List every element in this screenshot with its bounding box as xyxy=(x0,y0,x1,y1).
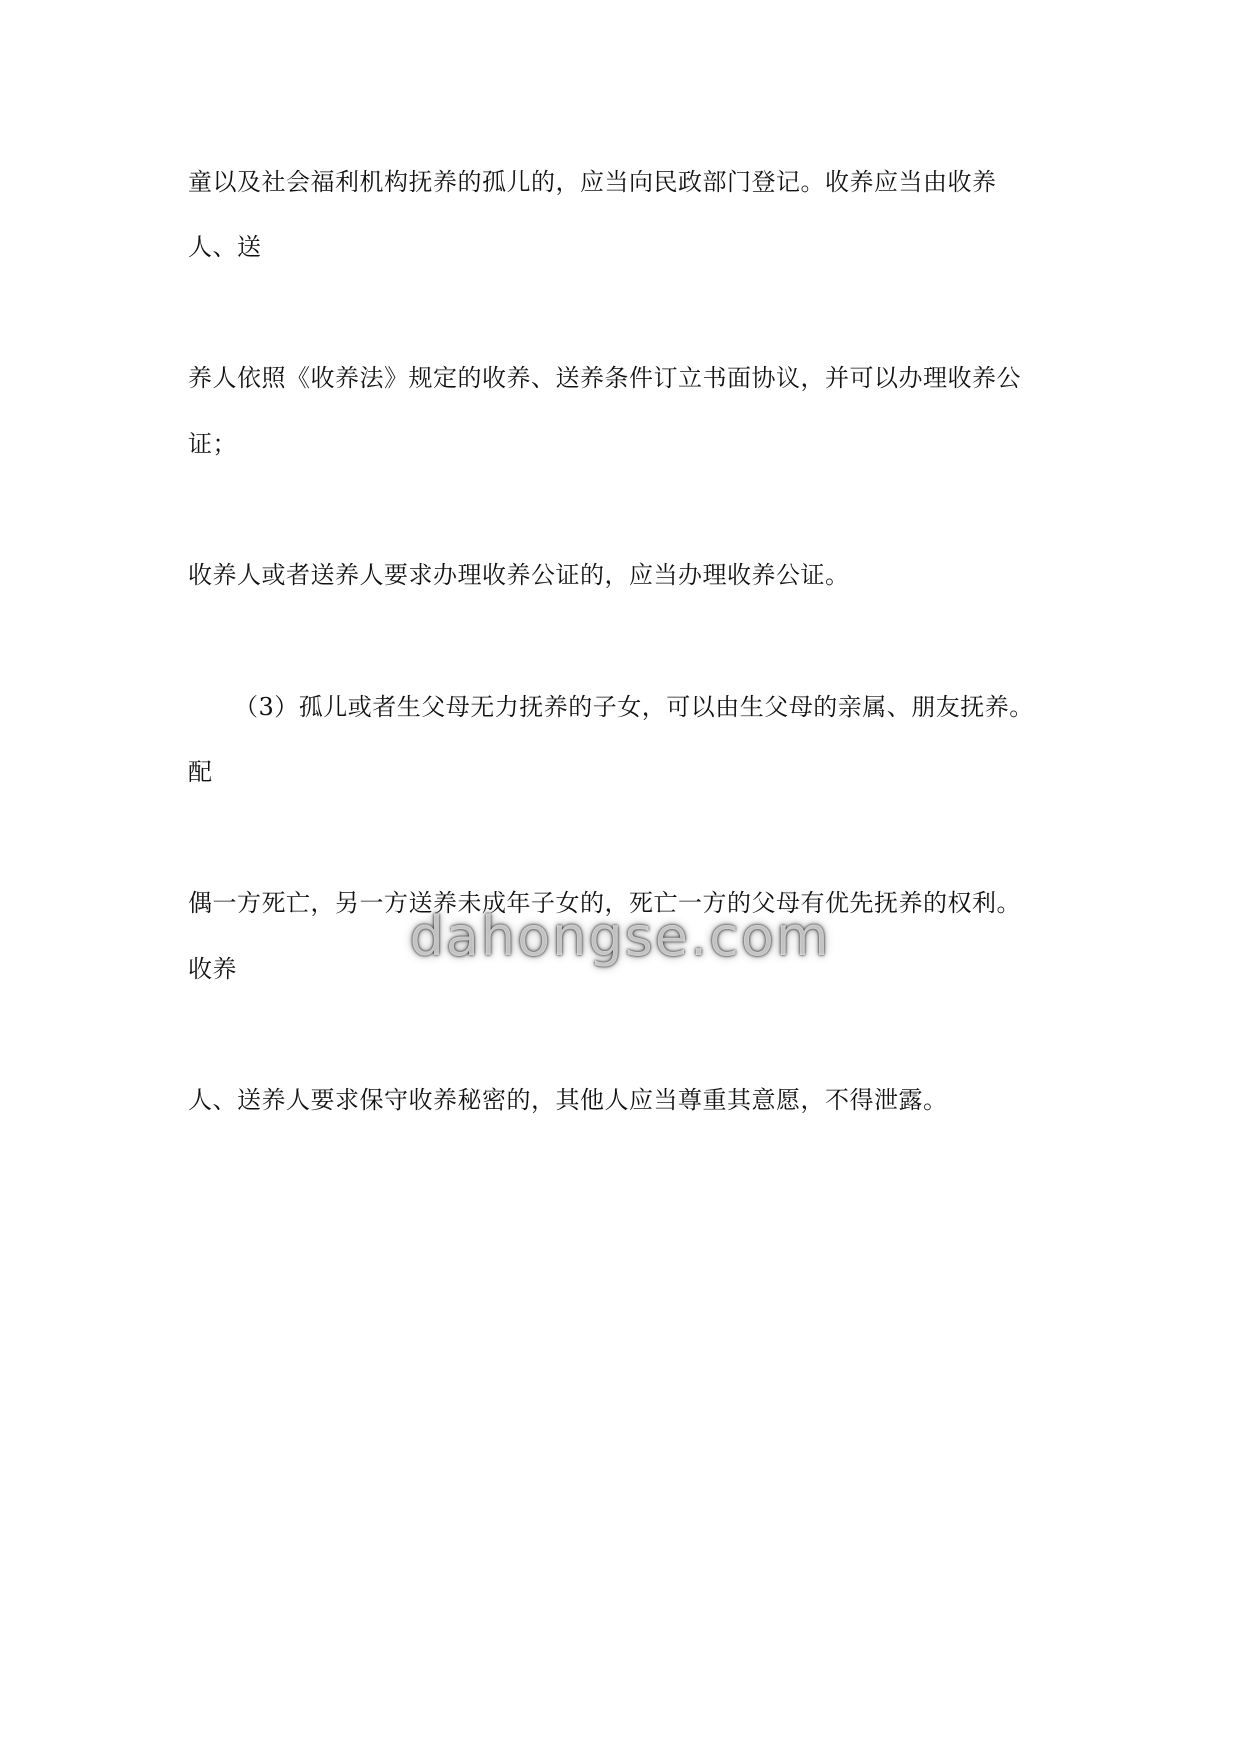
paragraph-line-8: 偶一方死亡，另一方送养未成年子女的，死亡一方的父母有优先抚养的权利。 xyxy=(188,889,1021,917)
paragraph-line-2: 人、送 xyxy=(188,233,262,261)
paragraph-line-5: 收养人或者送养人要求办理收养公证的，应当办理收养公证。 xyxy=(188,561,850,589)
watermark: dahongse.com xyxy=(409,905,831,968)
paragraph-line-1: 童以及社会福利机构抚养的孤儿的，应当向民政部门登记。收养应当由收养 xyxy=(188,168,997,196)
paragraph-line-4: 证； xyxy=(188,430,237,458)
paragraph-line-3: 养人依照《收养法》规定的收养、送养条件订立书面协议，并可以办理收养公 xyxy=(188,364,1021,392)
paragraph-line-10: 人、送养人要求保守收养秘密的，其他人应当尊重其意愿，不得泄露。 xyxy=(188,1086,948,1114)
paragraph-line-7: 配 xyxy=(188,758,213,786)
paragraph-line-9: 收养 xyxy=(188,955,237,983)
paragraph-line-6: （3）孤儿或者生父母无力抚养的子女，可以由生父母的亲属、朋友抚养。 xyxy=(234,693,1034,721)
